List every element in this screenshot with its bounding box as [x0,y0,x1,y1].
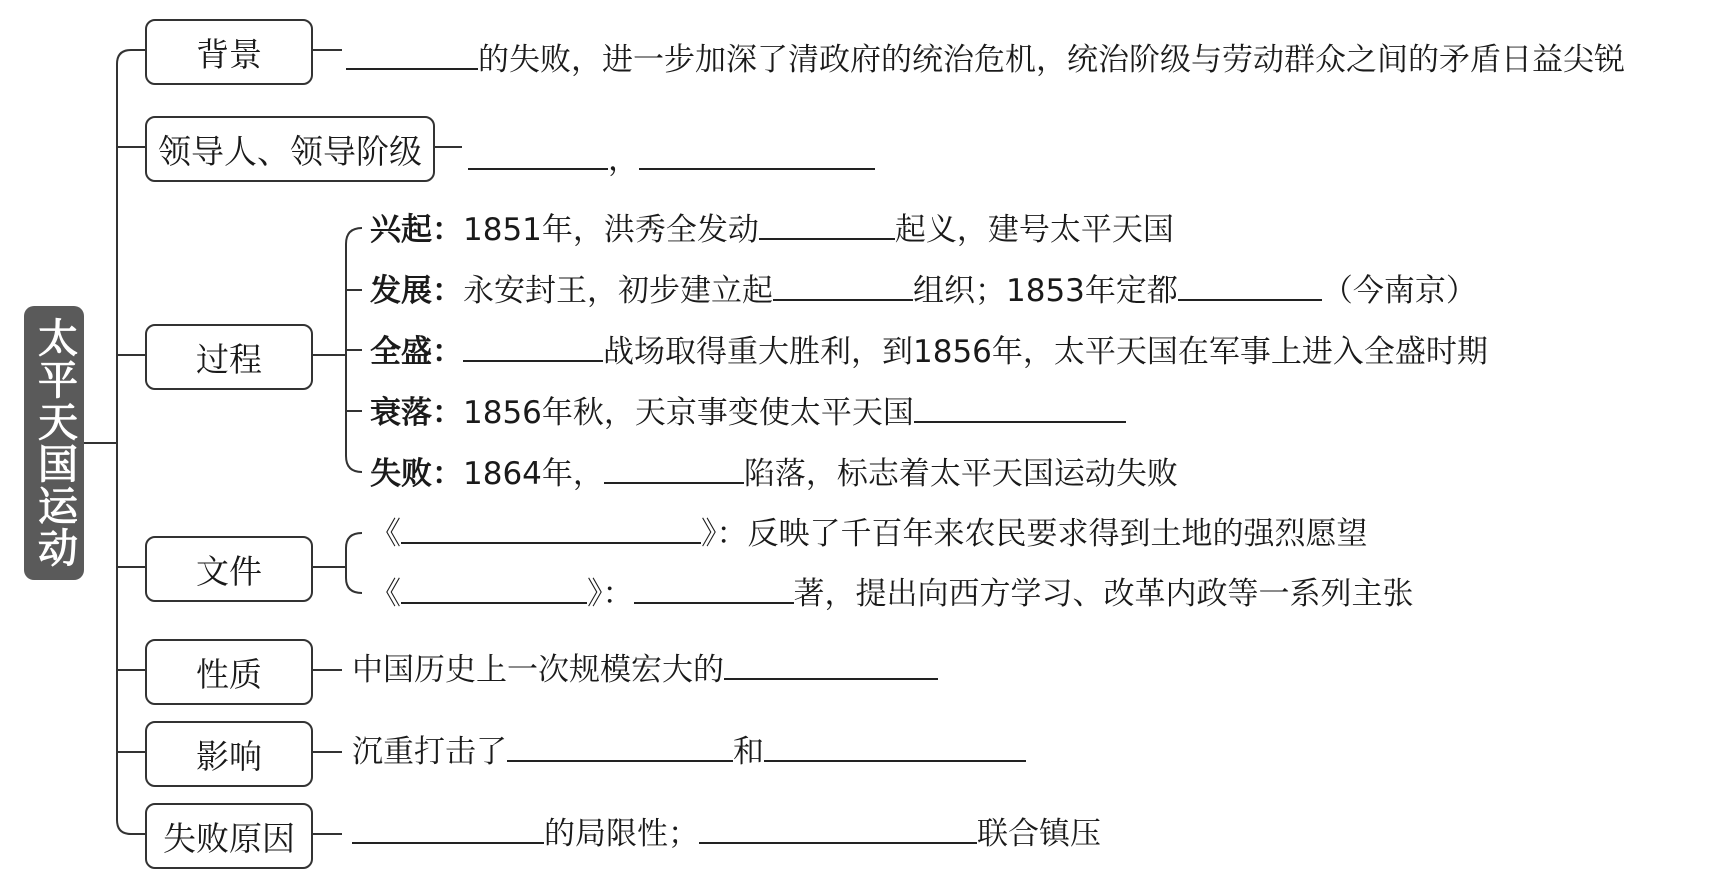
document-1 [370,514,1368,554]
text: 永安封王，初步建立起 [463,273,773,309]
text: 沉重打击了 [352,734,507,770]
blank[interactable] [401,516,701,544]
blank[interactable] [604,456,744,484]
category-process [145,324,313,390]
category-failure-reasons [145,803,313,869]
process-peak [370,332,1488,372]
process-develop [370,271,1477,311]
text: 的失败，进一步加深了清政府的统治危机，统治阶级与劳动群众之间的矛盾日益尖锐 [478,42,1625,78]
blank[interactable] [401,576,587,604]
category-label: 文件 [196,551,262,591]
blank[interactable] [699,816,977,844]
category-nature [145,639,313,705]
text: 》：反映了千百年来农民要求得到土地的强烈愿望 [701,516,1368,552]
process-label: 失败： [370,456,463,492]
category-influence [145,721,313,787]
blank[interactable] [914,395,1126,423]
text: 1864年， [463,456,604,492]
root-node [24,306,84,580]
category-label: 领导人、领导阶级 [158,131,422,171]
blank[interactable] [352,816,544,844]
process-label: 全盛： [370,334,463,370]
failure-reasons-text [352,814,1101,854]
blank[interactable] [463,334,603,362]
category-label: 背景 [196,34,262,74]
text: 》： [587,576,634,612]
process-label: 兴起： [370,212,463,248]
text: 1851年，洪秀全发动 [463,212,759,248]
blank[interactable] [724,652,938,680]
process-rise [370,210,1174,250]
blank[interactable] [759,212,895,240]
process-label: 发展： [370,273,463,309]
category-label: 影响 [196,736,262,776]
blank[interactable] [346,42,478,70]
blank[interactable] [507,734,733,762]
nature-text [352,650,938,690]
blank[interactable] [468,142,608,170]
text: 战场取得重大胜利，到1856年，太平天国在军事上进入全盛时期 [603,334,1488,370]
text: 陷落，标志着太平天国运动失败 [743,456,1178,492]
document-2 [370,574,1414,614]
root-label: 太平天国运动 [31,317,78,569]
text: 著，提出向西方学习、改革内政等一系列主张 [793,576,1414,612]
blank[interactable] [1178,273,1322,301]
text: 1856年秋，天京事变使太平天国 [463,395,914,431]
influence-text [352,732,1026,772]
text: 《 [370,516,401,552]
process-decline [370,393,1126,433]
text: 中国历史上一次规模宏大的 [352,652,724,688]
leaders-text [468,140,875,180]
text: 和 [733,734,764,770]
blank[interactable] [639,142,875,170]
text: （今南京） [1321,273,1477,309]
category-label: 失败原因 [163,818,295,858]
text: 起义，建号太平天国 [894,212,1174,248]
blank[interactable] [764,734,1026,762]
text: ， [608,142,639,178]
process-label: 衰落： [370,395,463,431]
background-text [346,40,1625,80]
category-background [145,19,313,85]
text: 《 [370,576,401,612]
blank[interactable] [773,273,913,301]
category-documents [145,536,313,602]
text: 的局限性； [544,816,699,852]
process-failure [370,454,1178,494]
text: 联合镇压 [977,816,1101,852]
text: 组织；1853年定都 [913,273,1178,309]
blank[interactable] [634,576,794,604]
category-label: 性质 [196,654,262,694]
category-label: 过程 [196,339,262,379]
category-leaders [145,116,435,182]
